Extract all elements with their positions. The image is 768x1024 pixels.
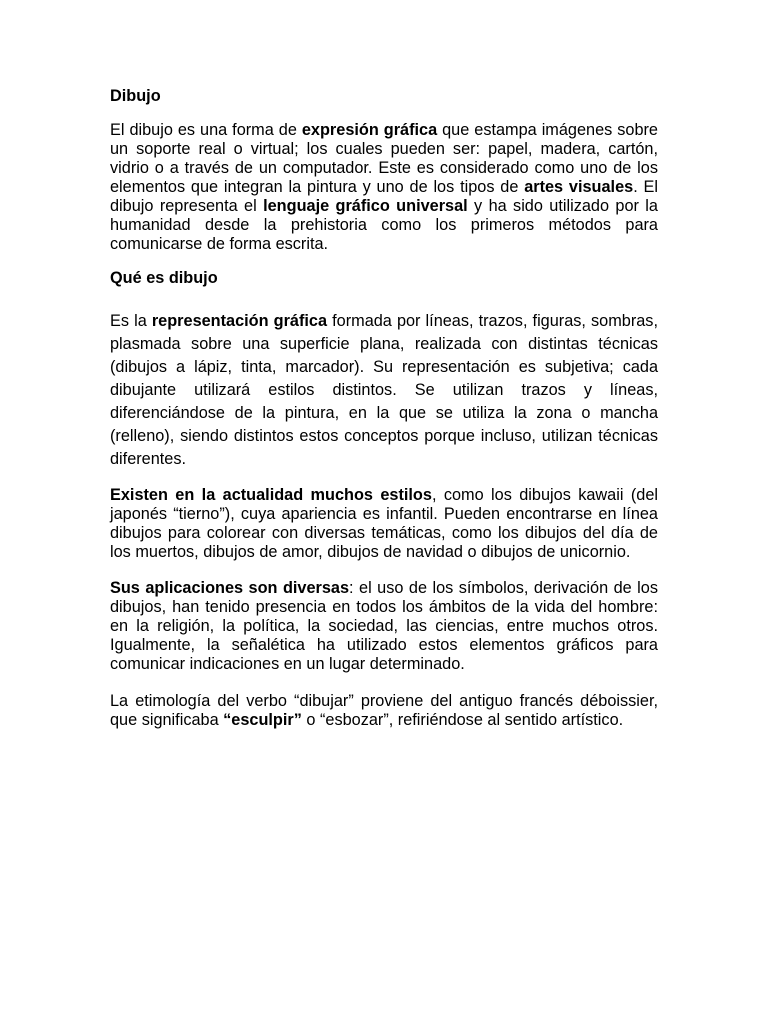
bold-term: representación gráfica <box>151 312 328 330</box>
text-run: o “esbozar”, refiriéndose al sentido artístico. <box>301 711 624 729</box>
heading-que-es-dibujo: Qué es dibujo <box>110 269 218 287</box>
bold-term: artes visuales <box>524 178 634 196</box>
text-run: La etimología del verbo “dibujar” proviene del antiguo francés déboissier, que significaba <box>110 692 658 729</box>
text-run: formada por líneas, trazos, figuras, sombras, plasmada sobre una superficie plana, realizada con distintas técnicas (dibujos a lápiz, tinta, marcador). Su representación es subjetiva; cada dibujante utilizará estilos distintos. Se utilizan trazos y líneas, diferenciándose de la pintura, en la que se utiliza la zona o mancha (relleno), siendo distintos estos conceptos porque incluso, utilizan técnicas diferentes. <box>110 312 658 468</box>
text-run: y ha sido utilizado por la humanidad desde la prehistoria como los primeros métodos para comunicarse de forma escrita. <box>110 197 658 253</box>
text-run: . El dibujo representa el <box>110 178 658 215</box>
text-run: El dibujo es una forma de <box>110 121 302 139</box>
bold-term: expresión gráfica <box>301 121 438 139</box>
bold-term: Existen en la actualidad muchos estilos <box>110 486 432 504</box>
paragraph-definition <box>110 121 658 254</box>
text-run: , como los dibujos kawaii (del japonés “tierno”), cuya apariencia es infantil. Pueden encontrarse en línea dibujos para colorear con diversas temáticas, como los dibujos del día de los muertos, dibujos de amor, dibujos de navidad o dibujos de unicornio. <box>110 486 658 561</box>
document-page <box>110 84 658 730</box>
bold-term: “esculpir” <box>223 711 302 729</box>
bold-term: lenguaje gráfico universal <box>263 197 468 215</box>
text-run: Es la <box>110 312 152 330</box>
bold-term: Sus aplicaciones son diversas <box>110 579 350 597</box>
text-run: : el uso de los símbolos, derivación de los dibujos, han tenido presencia en todos los ámbitos de la vida del hombre: en la religión, la política, la sociedad, las ciencias, entre muchos otros. Igualmente, la señalética ha utilizado estos elementos gráficos para comunicar indicaciones en un lugar determinado. <box>110 579 658 673</box>
text-run: que estampa imágenes sobre un soporte real o virtual; los cuales pueden ser: papel, madera, cartón, vidrio o a través de un computador. Este es considerado como uno de los elementos que integran la pintura y uno de los tipos de <box>110 121 658 196</box>
paragraph-applications <box>110 579 658 674</box>
paragraph-etymology <box>110 692 658 730</box>
paragraph-representation <box>110 310 658 471</box>
paragraph-styles <box>110 486 658 562</box>
heading-dibujo: Dibujo <box>110 87 161 105</box>
